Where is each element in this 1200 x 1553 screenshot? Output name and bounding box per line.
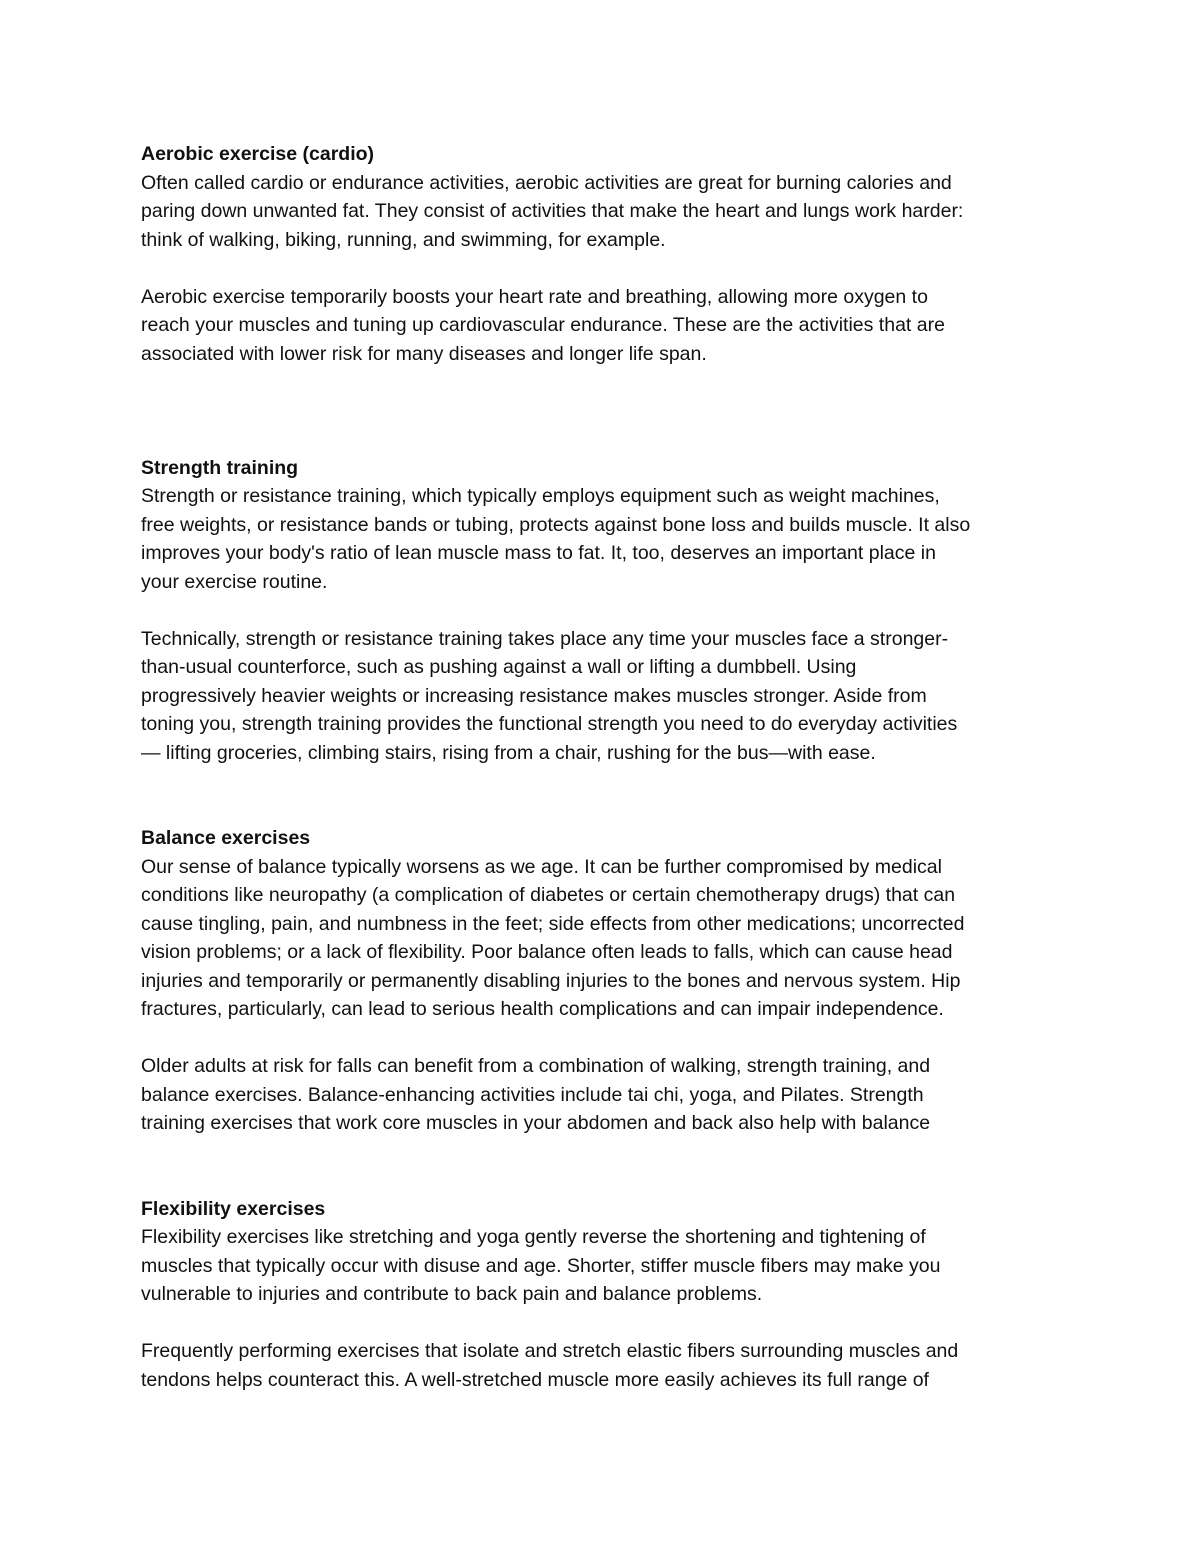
- text-line: injuries and temporarily or permanently disabling injuries to the bones and nervous system. Hip: [141, 969, 961, 992]
- paragraph: [141, 283, 1066, 369]
- text-line: your exercise routine.: [141, 570, 328, 593]
- text-line: fractures, particularly, can lead to serious health complications and can impair independence.: [141, 998, 944, 1020]
- text-line: than-usual counterforce, such as pushing against a wall or lifting a dumbbell. Using: [141, 656, 857, 678]
- text-line: progressively heavier weights or increasing resistance makes muscles stronger. Aside from: [141, 684, 927, 707]
- text-line: think of walking, biking, running, and swimming, for example.: [141, 228, 666, 251]
- paragraph: [141, 853, 1066, 1024]
- text-line: — lifting groceries, climbing stairs, rising from a chair, rushing for the bus—with ease.: [141, 741, 876, 764]
- section-strength: [141, 454, 1066, 768]
- text-line: tendons helps counteract this. A well-stretched muscle more easily achieves its full range of: [141, 1368, 929, 1391]
- text-line: Frequently performing exercises that isolate and stretch elastic fibers surrounding muscles and: [141, 1340, 959, 1362]
- section-aerobic: [141, 140, 1066, 368]
- paragraph: [141, 1052, 1066, 1138]
- text-line: paring down unwanted fat. They consist of activities that make the heart and lungs work harder:: [141, 200, 964, 222]
- text-line: Older adults at risk for falls can benefit from a combination of walking, strength training, and: [141, 1055, 931, 1077]
- section-heading: Balance exercises: [141, 827, 311, 849]
- text-line: improves your body's ratio of lean muscle mass to fat. It, too, deserves an important place in: [141, 542, 936, 564]
- paragraph: [141, 169, 1066, 255]
- text-line: Our sense of balance typically worsens as we age. It can be further compromised by medical: [141, 855, 942, 878]
- section-heading: Aerobic exercise (cardio): [141, 143, 375, 165]
- text-line: vulnerable to injuries and contribute to back pain and balance problems.: [141, 1283, 763, 1305]
- text-line: conditions like neuropathy (a complication of diabetes or certain chemotherapy drugs) that can: [141, 884, 956, 906]
- text-line: Flexibility exercises like stretching and yoga gently reverse the shortening and tightening of: [141, 1226, 926, 1248]
- text-line: toning you, strength training provides the functional strength you need to do everyday activities: [141, 713, 958, 735]
- section-heading: Flexibility exercises: [141, 1197, 326, 1220]
- text-line: associated with lower risk for many diseases and longer life span.: [141, 342, 707, 365]
- text-line: Technically, strength or resistance training takes place any time your muscles face a stronger-: [141, 627, 949, 650]
- section-heading: Strength training: [141, 456, 299, 479]
- section-flexibility: [141, 1195, 1066, 1395]
- text-line: Aerobic exercise temporarily boosts your heart rate and breathing, allowing more oxygen to: [141, 285, 928, 308]
- text-line: reach your muscles and tuning up cardiovascular endurance. These are the activities that are: [141, 314, 945, 336]
- text-line: muscles that typically occur with disuse and age. Shorter, stiffer muscle fibers may make you: [141, 1254, 941, 1277]
- text-line: Strength or resistance training, which typically employs equipment such as weight machines,: [141, 485, 940, 507]
- text-line: Often called cardio or endurance activities, aerobic activities are great for burning calories and: [141, 171, 952, 194]
- text-line: free weights, or resistance bands or tubing, protects against bone loss and builds muscle. It also: [141, 513, 971, 536]
- text-line: balance exercises. Balance-enhancing activities include tai chi, yoga, and Pilates. Strength: [141, 1083, 924, 1106]
- paragraph: [141, 625, 1066, 768]
- document-body: [141, 140, 1066, 1394]
- text-line: cause tingling, pain, and numbness in the feet; side effects from other medications; uncorrected: [141, 912, 965, 935]
- text-line: training exercises that work core muscles in your abdomen and back also help with balance: [141, 1112, 931, 1134]
- paragraph: [141, 482, 1066, 596]
- paragraph: [141, 1223, 1066, 1309]
- paragraph: [141, 1337, 1066, 1394]
- text-line: vision problems; or a lack of flexibility. Poor balance often leads to falls, which can cause head: [141, 941, 953, 963]
- section-balance: [141, 824, 1066, 1138]
